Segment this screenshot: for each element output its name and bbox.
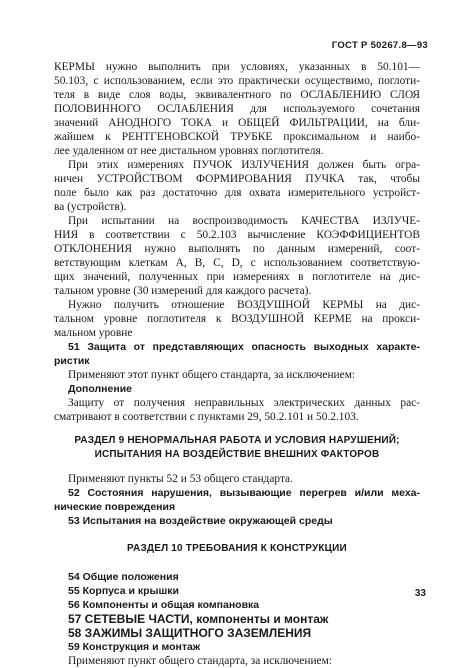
text-line: щих значений, полученных при измерениях в поглотителе на дис- (54, 271, 420, 283)
text-line: Нужно получить отношение ВОЗДУШНОЙ КЕРМЫ на дис- (68, 299, 420, 311)
paragraph (54, 158, 420, 214)
text-line: Применяют пункт общего стандарта, за исключением: (68, 655, 332, 667)
text-line: При испытании на воспроизводимость КАЧЕСТВА ИЗЛУЧЕ- (68, 215, 420, 227)
text-line: 52 Состояния нарушения, вызывающие перегрев и/или меха- (68, 487, 420, 499)
addition-label: Дополнение (68, 383, 133, 395)
section-heading (54, 434, 420, 462)
document-body (54, 60, 420, 668)
text-line: 51 Защита от представляющих опасность выходных характе- (68, 341, 420, 353)
paragraph (54, 214, 420, 298)
list-item: 54 Общие положения (68, 571, 179, 583)
list-item: 55 Корпуса и крышки (68, 585, 179, 597)
text-line: ничен УСТРОЙСТВОМ ФОРМИРОВАНИЯ ПУЧКА так, чтобы (54, 173, 420, 185)
text-line: нические повреждения (54, 501, 176, 513)
text-line: ветствующим клеткам A, B, C, D, с использованием соответствую- (54, 257, 420, 269)
text-line: мальном уровне (54, 327, 133, 339)
text-line: ПОЛОВИННОГО ОСЛАБЛЕНИЯ для используемого сочетания (54, 103, 420, 115)
list-item: 57 СЕТЕВЫЕ ЧАСТИ, компоненты и монтаж (68, 612, 329, 626)
paragraph (54, 60, 420, 158)
text-line: РАЗДЕЛ 9 НЕНОРМАЛЬНАЯ РАБОТА И УСЛОВИЯ НАРУШЕНИЙ; (74, 435, 400, 446)
list-item: 56 Компоненты и общая компановка (68, 599, 260, 611)
text-line: ристик (54, 355, 90, 367)
text-line: ОТКЛОНЕНИЯ нужно выполнять по данным измерений, соот- (54, 243, 420, 255)
text-line: Применяют пункты 52 и 53 общего стандарта. (68, 473, 293, 485)
text-line: тальном уровне поглотителя к ВОЗДУШНОЙ КЕРМЕ на прокси- (54, 313, 420, 325)
text-line: ИСПЫТАНИЯ НА ВОЗДЕЙСТВИЕ ВНЕШНИХ ФАКТОРОВ (94, 449, 380, 460)
clause-heading (54, 340, 420, 368)
list-item: 58 ЗАЖИМЫ ЗАЩИТНОГО ЗАЗЕМЛЕНИЯ (68, 626, 312, 640)
text-line: значений АНОДНОГО ТОКА и ОБЩЕЙ ФИЛЬТРАЦИИ, на бли- (54, 117, 420, 129)
text-line: Применяют этот пункт общего стандарта, за исключением: (68, 369, 356, 381)
paragraph (54, 298, 420, 340)
text-line: жайшем к РЕНТГЕНОВСКОЙ ТРУБКЕ проксимальном и наибо- (54, 131, 420, 143)
text-line: поле было как раз достаточно для охвата измерительного устройст- (54, 187, 420, 199)
text-line: ва (устройств). (54, 201, 127, 213)
text-line: При этих измерениях ПУЧОК ИЗЛУЧЕНИЯ должен быть огра- (68, 159, 420, 171)
text-line: КЕРМЫ нужно выполнить при условиях, указанных в 50.101— (54, 61, 420, 73)
text-line: лее удаленном от нее дистальном уровнях поглотителя. (54, 145, 324, 157)
text-line: сматривают в соответствии с пунктами 29, 50.2.101 и 50.2.103. (54, 411, 359, 423)
text-line: 50.103, с использованием, если это практически осуществимо, поглоти- (54, 75, 420, 87)
clause-list (54, 570, 420, 654)
list-item: 59 Конструкция и монтаж (68, 641, 201, 653)
standard-header: ГОСТ Р 50267.8—93 (331, 40, 428, 51)
paragraph (54, 396, 420, 424)
clause-heading (54, 486, 420, 514)
clause-heading: 53 Испытания на воздействие окружающей среды (68, 515, 333, 527)
section-heading: РАЗДЕЛ 10 ТРЕБОВАНИЯ К КОНСТРУКЦИИ (127, 543, 347, 554)
text-line: тальном уровне (30 измерений для каждого расчета). (54, 285, 312, 297)
text-line: теля в виде слоя воды, эквивалентного по ОСЛАБЛЕНИЮ СЛОЯ (54, 89, 420, 101)
text-line: Защиту от получения неправильных электрических данных рас- (68, 397, 420, 409)
text-line: НИЯ в соответствии с 50.2.103 вычисление КОЭФФИЦИЕНТОВ (54, 229, 420, 241)
page-number: 33 (414, 588, 426, 599)
